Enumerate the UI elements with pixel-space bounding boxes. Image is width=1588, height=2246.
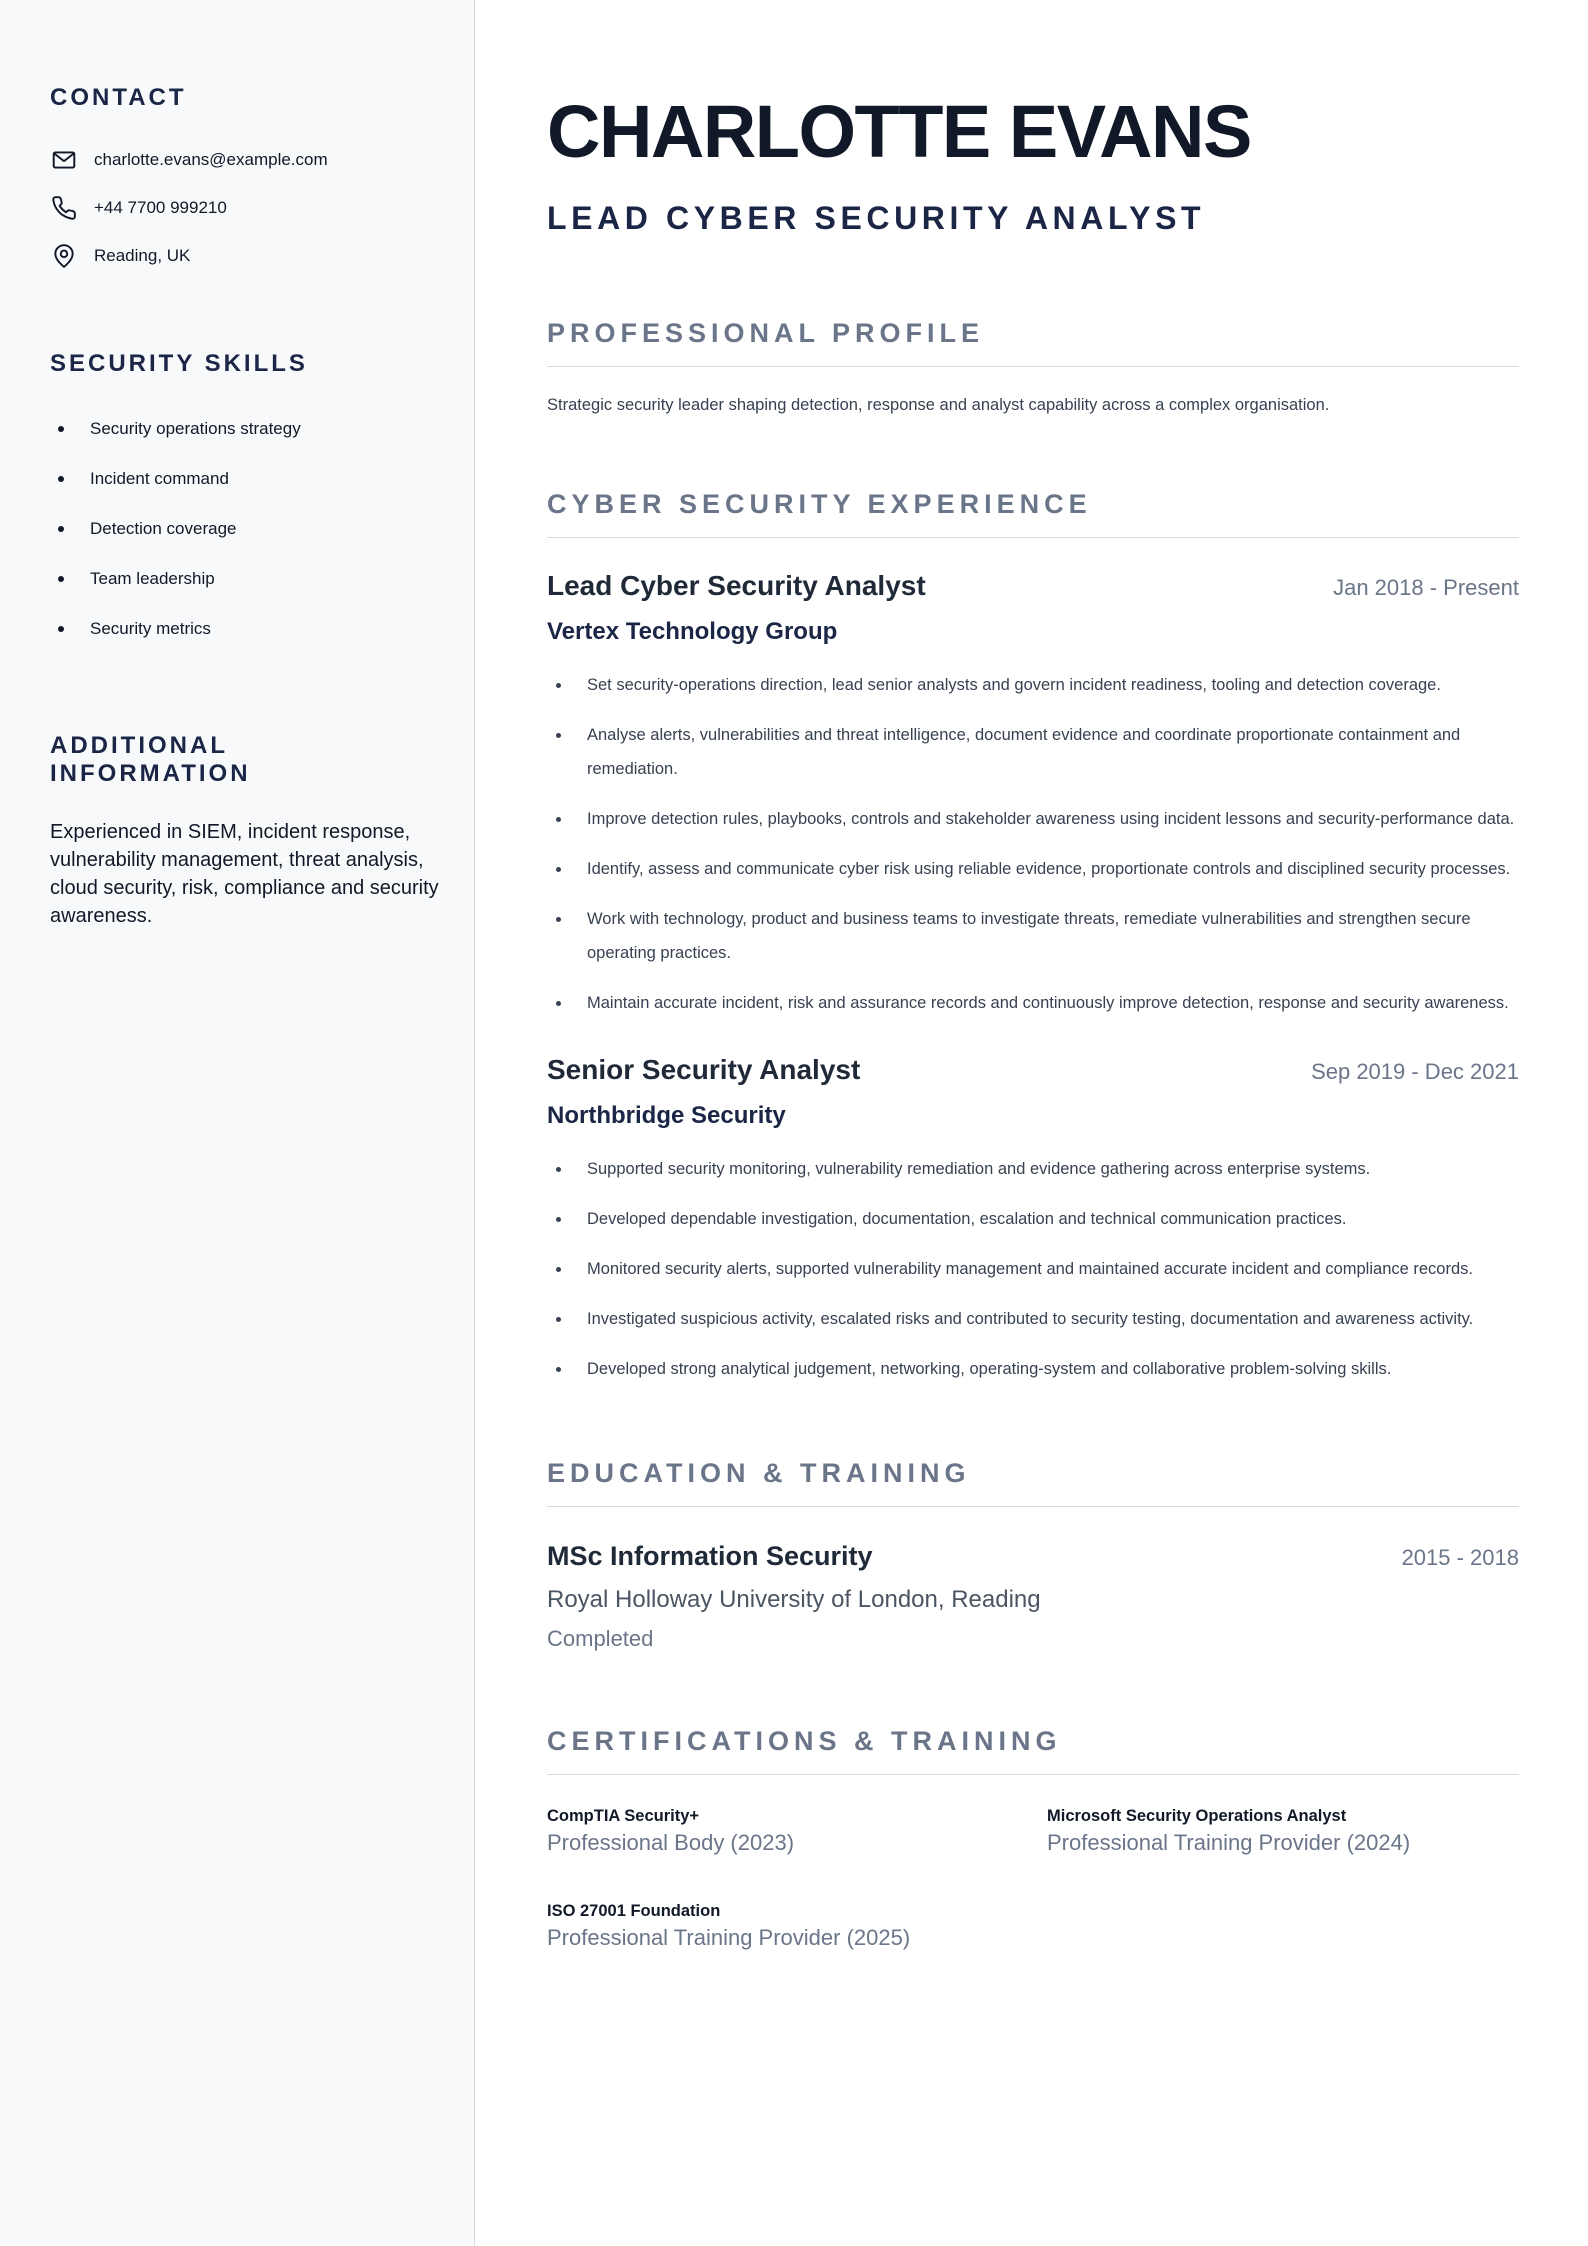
experience-heading: CYBER SECURITY EXPERIENCE bbox=[547, 487, 1519, 538]
certification-provider: Professional Training Provider (2024) bbox=[1047, 1830, 1411, 1855]
job-bullet: Work with technology, product and business teams to investigate threats, remediate vulnerabilities and strengthen secure operating practices. bbox=[547, 902, 1519, 970]
education-school: Royal Holloway University of London, Reading bbox=[547, 1586, 1041, 1613]
certifications-grid bbox=[547, 1807, 1519, 1951]
skill-item: Security operations strategy bbox=[50, 404, 424, 454]
education-dates: 2015 - 2018 bbox=[1401, 1545, 1519, 1570]
education-heading: EDUCATION & TRAINING bbox=[547, 1456, 1519, 1507]
contact-email-text: charlotte.evans@example.com bbox=[94, 150, 328, 169]
certification-item bbox=[1047, 1807, 1517, 1856]
envelope-icon bbox=[50, 146, 78, 174]
certifications-section bbox=[547, 1724, 1519, 1951]
certification-item bbox=[547, 1807, 1047, 1856]
education-section bbox=[547, 1456, 1519, 1652]
certification-item bbox=[547, 1902, 1047, 1951]
additional-heading: ADDITIONAL INFORMATION bbox=[50, 732, 251, 787]
job-entry bbox=[547, 1054, 1519, 1386]
skill-item: Incident command bbox=[50, 454, 424, 504]
contact-phone[interactable] bbox=[50, 184, 424, 232]
job-bullet: Supported security monitoring, vulnerability remediation and evidence gathering across enterprise systems. bbox=[547, 1152, 1519, 1186]
job-header bbox=[547, 1054, 1519, 1086]
contact-heading: CONTACT bbox=[50, 84, 187, 111]
sidebar bbox=[0, 0, 475, 2246]
job-bullet: Maintain accurate incident, risk and assurance records and continuously improve detection, response and security awareness. bbox=[547, 986, 1519, 1020]
job-bullet: Set security-operations direction, lead senior analysts and govern incident readiness, tooling and detection coverage. bbox=[547, 668, 1519, 702]
profile-text: Strategic security leader shaping detection, response and analyst capability across a complex organisation. bbox=[547, 396, 1330, 414]
job-bullet: Investigated suspicious activity, escalated risks and contributed to security testing, documentation and awareness activity. bbox=[547, 1302, 1519, 1336]
phone-icon bbox=[50, 194, 78, 222]
job-entry bbox=[547, 570, 1519, 1020]
contact-phone-text: +44 7700 999210 bbox=[94, 198, 227, 217]
certification-provider: Professional Training Provider (2025) bbox=[547, 1925, 911, 1950]
job-bullet: Monitored security alerts, supported vulnerability management and maintained accurate incident and compliance records. bbox=[547, 1252, 1519, 1286]
certification-name: ISO 27001 Foundation bbox=[547, 1902, 721, 1920]
job-header bbox=[547, 570, 1519, 602]
certification-name: CompTIA Security+ bbox=[547, 1807, 700, 1825]
education-status: Completed bbox=[547, 1626, 654, 1651]
job-bullet: Developed dependable investigation, documentation, escalation and technical communication practices. bbox=[547, 1202, 1519, 1236]
job-dates: Jan 2018 - Present bbox=[1333, 575, 1519, 600]
contact-location bbox=[50, 232, 424, 280]
job-title: Senior Security Analyst bbox=[547, 1054, 861, 1085]
certification-provider: Professional Body (2023) bbox=[547, 1830, 795, 1855]
job-bullet: Developed strong analytical judgement, networking, operating-system and collaborative problem-solving skills. bbox=[547, 1352, 1519, 1386]
certifications-heading: CERTIFICATIONS & TRAINING bbox=[547, 1724, 1519, 1775]
job-bullet: Improve detection rules, playbooks, controls and stakeholder awareness using incident lessons and security-performance data. bbox=[547, 802, 1519, 836]
skill-item: Security metrics bbox=[50, 604, 424, 654]
candidate-name: CHARLOTTE EVANS bbox=[547, 90, 1251, 173]
skill-item: Team leadership bbox=[50, 554, 424, 604]
profile-heading: PROFESSIONAL PROFILE bbox=[547, 316, 1519, 367]
main-content bbox=[547, 0, 1519, 1951]
profile-section bbox=[547, 316, 1519, 417]
skills-heading: SECURITY SKILLS bbox=[50, 350, 308, 377]
education-degree: MSc Information Security bbox=[547, 1541, 873, 1571]
job-company: Vertex Technology Group bbox=[547, 618, 838, 645]
job-bullet: Identify, assess and communicate cyber risk using reliable evidence, proportionate controls and disciplined security processes. bbox=[547, 852, 1519, 886]
map-pin-icon bbox=[50, 242, 78, 270]
job-company: Northbridge Security bbox=[547, 1102, 786, 1129]
job-bullets bbox=[547, 1152, 1519, 1386]
education-entry bbox=[547, 1541, 1519, 1652]
candidate-title: LEAD CYBER SECURITY ANALYST bbox=[547, 200, 1206, 236]
education-header bbox=[547, 1541, 1519, 1572]
job-bullet: Analyse alerts, vulnerabilities and threat intelligence, document evidence and coordinate proportionate containment and remediation. bbox=[547, 718, 1519, 786]
experience-section bbox=[547, 487, 1519, 1386]
additional-text: Experienced in SIEM, incident response, vulnerability management, threat analysis, cloud security, risk, compliance and security awareness. bbox=[50, 821, 439, 927]
job-dates: Sep 2019 - Dec 2021 bbox=[1311, 1059, 1519, 1084]
contact-email[interactable] bbox=[50, 136, 424, 184]
job-title: Lead Cyber Security Analyst bbox=[547, 570, 926, 601]
skill-item: Detection coverage bbox=[50, 504, 424, 554]
certification-name: Microsoft Security Operations Analyst bbox=[1047, 1807, 1347, 1825]
skills-list bbox=[50, 404, 424, 654]
contact-list bbox=[50, 136, 424, 280]
job-bullets bbox=[547, 668, 1519, 1020]
contact-location-text: Reading, UK bbox=[94, 246, 191, 265]
